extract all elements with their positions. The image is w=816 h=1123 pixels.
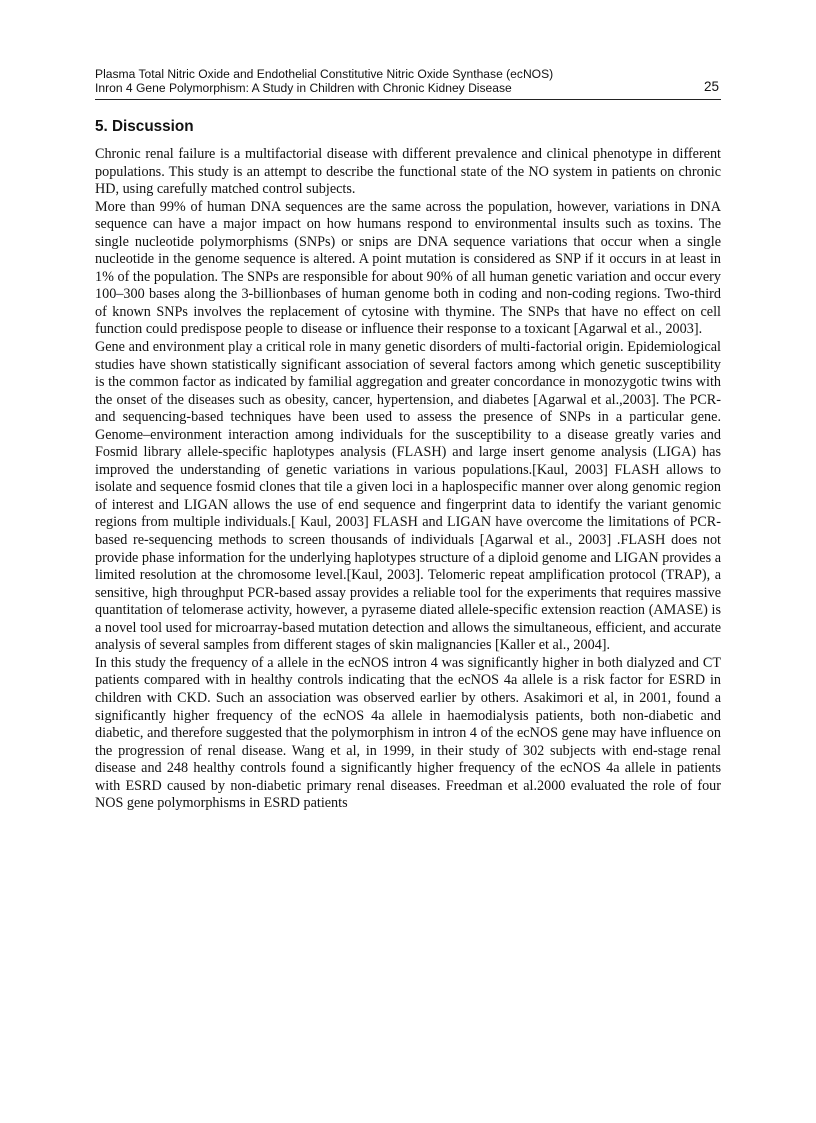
section-heading: 5. Discussion (95, 118, 194, 135)
running-title (95, 68, 655, 95)
paragraph-4: In this study the frequency of a allele in the ecNOS intron 4 was significantly higher in both dialyzed and CT patients compared with in healthy controls indicating that the ecNOS 4a allele is a risk factor for ESRD in children with CKD. Such an association was observed earlier by others. Asakimori et al, in 2001, found a significantly higher frequency of the ecNOS 4a allele in haemodialysis patients, both non-diabetic and diabetic, and therefore suggested that the polymorphism in intron 4 of the ecNOS gene may have influence on the progression of renal disease. Wang et al, in 1999, in their study of 302 subjects with end-stage renal disease and 248 healthy controls found a significantly higher frequency of the ecNOS 4a allele in patients with ESRD caused by non-diabetic primary renal diseases. Freedman et al.2000 evaluated the role of four NOS gene polymorphisms in ESRD patients (95, 654, 721, 812)
page-number: 25 (703, 79, 719, 94)
paragraph-2: More than 99% of human DNA sequences are the same across the population, however, variations in DNA sequence can have a major impact on how humans respond to environmental insults such as toxins. The single nucleotide polymorphisms (SNPs) or snips are DNA sequence variations that occur when a single nucleotide in the genome sequence is altered. A point mutation is considered as SNP if it occurs in at least in 1% of the population. The SNPs are responsible for about 90% of all human genetic variation and occur every 100–300 bases along the 3-billionbases of human genome both in coding and non-coding regions. Two-third of known SNPs involves the replacement of cytosine with thymine. The SNPs that have no effect on cell function could predispose people to disease or influence their response to a toxicant [Agarwal et al., 2003]. (95, 198, 721, 338)
running-header (95, 67, 721, 100)
paragraph-1: Chronic renal failure is a multifactorial disease with different prevalence and clinical phenotype in different populations. This study is an attempt to describe the functional state of the NO system in patients on chronic HD, using carefully matched control subjects. (95, 146, 721, 198)
running-title-line-1: Plasma Total Nitric Oxide and Endothelial Constitutive Nitric Oxide Synthase (ecNOS) (95, 67, 554, 81)
running-title-line-2: Inron 4 Gene Polymorphism: A Study in Children with Chronic Kidney Disease (95, 80, 512, 95)
paragraph-3: Gene and environment play a critical role in many genetic disorders of multi-factorial origin. Epidemiological studies have shown statistically significant association of several factors among which genetic susceptibility is the common factor as indicated by familial aggregation and greater concordance in monozygotic twins with the onset of the diseases such as obesity, cancer, hypertension, and diabetes [Agarwal et al.,2003]. The PCR- and sequencing-based techniques have been used to assess the presence of SNPs in a particular gene. Genome–environment interaction among individuals for the susceptibility to a disease greatly varies and Fosmid library allele-specific haplotypes analysis (FLASH) and large insert genome analysis (LIGA) has improved the understanding of genetic variations in various populations.[Kaul, 2003] FLASH allows to isolate and sequence fosmid clones that tile a given loci in a haplospecific manner over along genomic region of interest and LIGAN allows the use of end sequence and fingerprint data to identify the variant genomic regions from multiple individuals.[ Kaul, 2003] FLASH and LIGAN have overcome the limitations of PCR-based re-sequencing methods to screen thousands of individuals [Agarwal et al., 2003] .FLASH does not provide phase information for the underlying haplotypes structure of a diploid genome and LIGAN provides a limited resolution at the chromosome level.[Kaul, 2003]. Telomeric repeat amplification protocol (TRAP), a sensitive, high throughput PCR-based assay provides a reliable tool for the experiments that requires massive quantitation of telomerase activity, however, a pyraseme diated allele-specific extension reaction (AMASE) is a novel tool used for microarray-based mutation detection and allows the simultaneous, efficient, and accurate analysis of several samples from different stages of skin malignancies [Kaller et al., 2004]. (95, 339, 721, 654)
discussion-body (95, 146, 721, 813)
